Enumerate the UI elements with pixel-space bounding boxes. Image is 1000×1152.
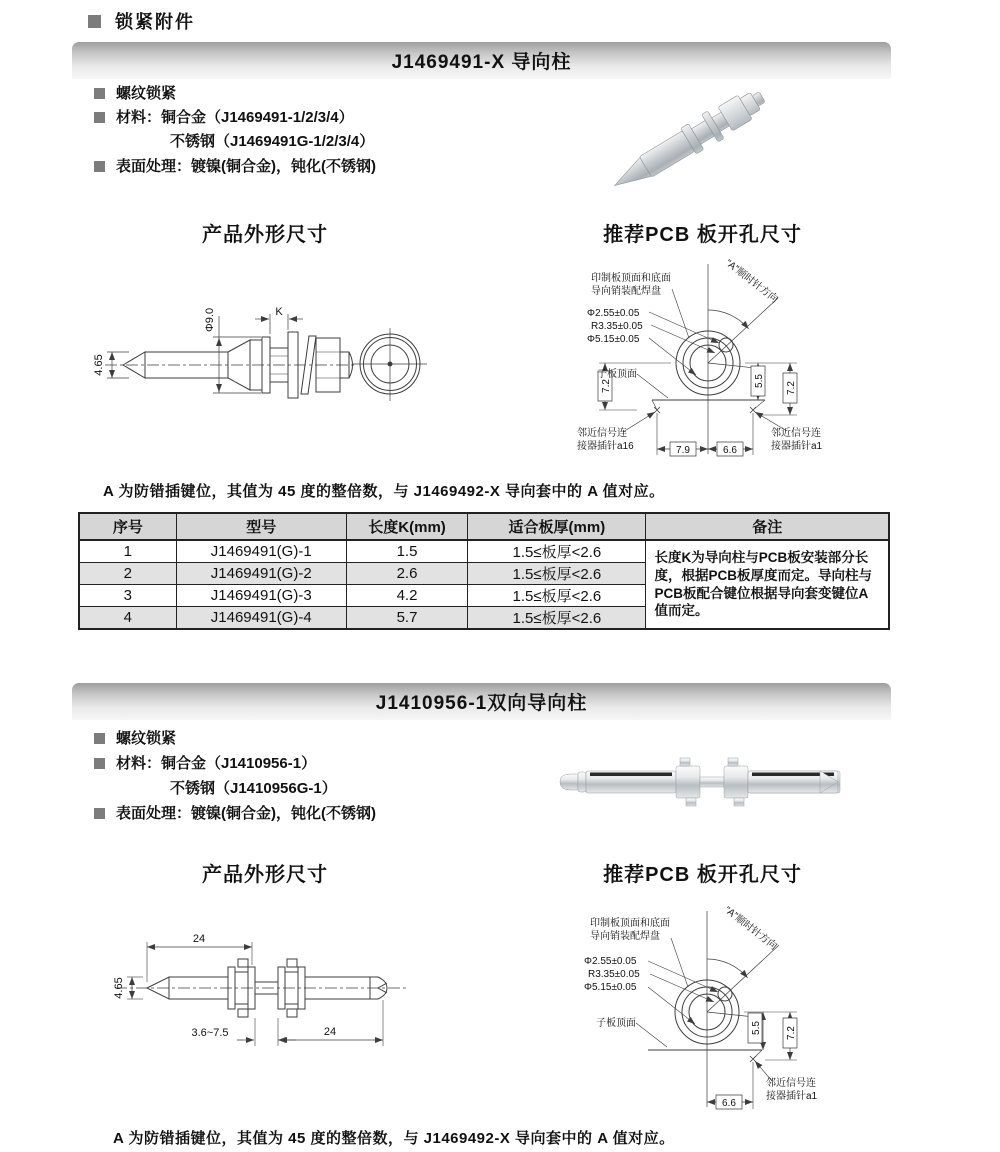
spec-text: 材料：铜合金（J1410956-1） (116, 755, 317, 772)
pin-side-view (105, 332, 357, 398)
outline-drawing-1 (85, 290, 445, 455)
square-bullet-icon (94, 758, 105, 769)
col-header-remark: 备注 (646, 513, 889, 540)
pad-label: 导向销装配焊盘 (590, 931, 660, 942)
doc-header (88, 8, 195, 34)
dim-label: Φ5.15±0.05 (584, 982, 637, 993)
dimension-labels (113, 933, 336, 1039)
pin-side-view (115, 959, 407, 1017)
cell-length: 4.2 (346, 585, 468, 607)
spec-text-material2-1: 不锈钢（J1469491G-1/2/3/4） (170, 133, 375, 150)
pin-end-view (353, 328, 427, 401)
dim-label: 5.5 (751, 1021, 762, 1035)
cell-index: 4 (79, 607, 176, 630)
pcb-drawing-1 (575, 248, 915, 473)
dim-label: R3.35±0.05 (588, 969, 640, 980)
table-header-row (79, 513, 889, 540)
dim-label: Φ2.55±0.05 (584, 956, 637, 967)
section1-title-bar (72, 42, 891, 79)
dim-label: 24 (192, 933, 206, 945)
square-bullet-icon (88, 15, 101, 28)
dim-label: Φ5.15±0.05 (587, 334, 640, 345)
pcb-heading-2: 推荐PCB 板开孔尺寸 (603, 864, 802, 886)
dim-label: 7.2 (786, 1026, 797, 1040)
adjacent-pin-label: 邻近信号连 (766, 1078, 816, 1089)
col-header-length: 长度K(mm) (346, 513, 468, 540)
adjacent-pin-label: 接器插针a1 (766, 1091, 818, 1102)
dim-label: 7.2 (601, 379, 612, 393)
dim-label: Φ2.55±0.05 (587, 308, 640, 319)
cell-thickness: 1.5≤板厚<2.6 (468, 607, 646, 630)
dim-label: 7.2 (786, 381, 797, 395)
pad-label: 印制板顶面和底面 (590, 918, 670, 929)
cell-length: 2.6 (346, 563, 468, 585)
square-bullet-icon (94, 88, 105, 99)
pcb-drawing-2 (560, 895, 890, 1117)
spec-text: 螺纹锁紧 (116, 730, 177, 747)
cell-model: J1469491(G)-4 (176, 607, 346, 630)
spec-row-material-1 (94, 110, 354, 127)
adjacent-pin-label: 邻近信号连 (771, 428, 821, 439)
section2-title-bar (72, 683, 891, 720)
board-top-label: 子板顶面 (597, 369, 637, 380)
cell-index: 3 (79, 585, 176, 607)
pin-render-group (560, 758, 840, 806)
dim-label: 6.6 (722, 1098, 736, 1109)
dim-label: Φ9.0 (204, 307, 216, 332)
cell-index: 1 (79, 540, 176, 563)
spec-text-material2-2: 不锈钢（J1410956G-1） (170, 780, 337, 797)
pin-render-group (606, 83, 770, 199)
product-render-2 (548, 748, 840, 814)
a-direction-label: “A”顺时针方向 (723, 257, 780, 306)
square-bullet-icon (94, 733, 105, 744)
dim-label: 5.5 (754, 374, 765, 388)
col-header-model: 型号 (176, 513, 346, 540)
board-top-label: 子板顶面 (596, 1018, 636, 1029)
drawing-labels (577, 256, 823, 456)
note-1: A 为防错插键位，其值为 45 度的整倍数，与 J1469492-X 导向套中的 A 值对应。 (103, 483, 665, 500)
spec-row-surface-1 (94, 159, 376, 176)
dim-label: 6.6 (723, 445, 737, 456)
drawing-labels (584, 903, 818, 1109)
table-row (79, 540, 889, 563)
cell-thickness: 1.5≤板厚<2.6 (468, 585, 646, 607)
cell-thickness: 1.5≤板厚<2.6 (468, 563, 646, 585)
outline-heading-1: 产品外形尺寸 (202, 224, 328, 246)
spec-text: 螺纹锁紧 (116, 85, 177, 102)
pad-label: 印制板顶面和底面 (591, 273, 671, 284)
col-header-thickness: 适合板厚(mm) (468, 513, 646, 540)
cell-length: 1.5 (346, 540, 468, 563)
dim-label: 3.6~7.5 (191, 1027, 229, 1039)
cell-index: 2 (79, 563, 176, 585)
col-header-index: 序号 (79, 513, 176, 540)
cell-length: 5.7 (346, 607, 468, 630)
square-bullet-icon (94, 808, 105, 819)
dim-label: R3.35±0.05 (591, 321, 643, 332)
spec-text: 表面处理：镀镍(铜合金)，钝化(不锈钢) (116, 805, 376, 822)
spec-row-surface-2 (94, 806, 376, 823)
spec-row-locking-2 (94, 731, 176, 748)
note-2: A 为防错插键位，其值为 45 度的整倍数，与 J1469492-X 导向套中的 A 值对应。 (113, 1130, 675, 1147)
dim-label: 4.65 (93, 354, 105, 376)
leader-lines (623, 289, 787, 432)
spec-text: 材料：铜合金（J1469491-1/2/3/4） (116, 109, 354, 126)
square-bullet-icon (94, 161, 105, 172)
spec-row-material-2 (94, 756, 316, 773)
outline-drawing-2 (85, 920, 485, 1070)
dim-label: 24 (323, 1026, 337, 1038)
page-title: 锁紧附件 (115, 12, 195, 32)
section1-title: J1469491-X 导向柱 (391, 52, 572, 73)
adjacent-pin-label: 邻近信号连 (577, 428, 627, 439)
spec-table (78, 512, 890, 630)
pcb-heading-1: 推荐PCB 板开孔尺寸 (603, 224, 802, 246)
cell-model: J1469491(G)-2 (176, 563, 346, 585)
square-bullet-icon (94, 112, 105, 123)
a-direction-label: “A”顺时针方向 (722, 904, 779, 953)
outline-heading-2: 产品外形尺寸 (202, 864, 328, 886)
spec-row-locking-1 (94, 86, 176, 103)
dim-label: 4.65 (113, 977, 125, 999)
leader-lines (636, 938, 772, 1081)
pad-label: 导向销装配焊盘 (591, 286, 661, 297)
cell-remark: 长度K为导向柱与PCB板安装部分长度，根据PCB板厚度而定。导向柱与PCB板配合键位根据导向套变键位A值而定。 (646, 540, 889, 629)
cell-model: J1469491(G)-3 (176, 585, 346, 607)
cell-thickness: 1.5≤板厚<2.6 (468, 540, 646, 563)
dim-label: 7.9 (676, 445, 690, 456)
product-render-1 (595, 78, 810, 206)
adjacent-pin-label: 接器插针a16 (577, 441, 634, 452)
section2-title: J1410956-1双向导向柱 (375, 693, 588, 714)
cell-model: J1469491(G)-1 (176, 540, 346, 563)
dim-label: K (275, 306, 283, 318)
adjacent-pin-label: 接器插针a1 (771, 441, 823, 452)
spec-text: 表面处理：镀镍(铜合金)，钝化(不锈钢) (116, 158, 376, 175)
